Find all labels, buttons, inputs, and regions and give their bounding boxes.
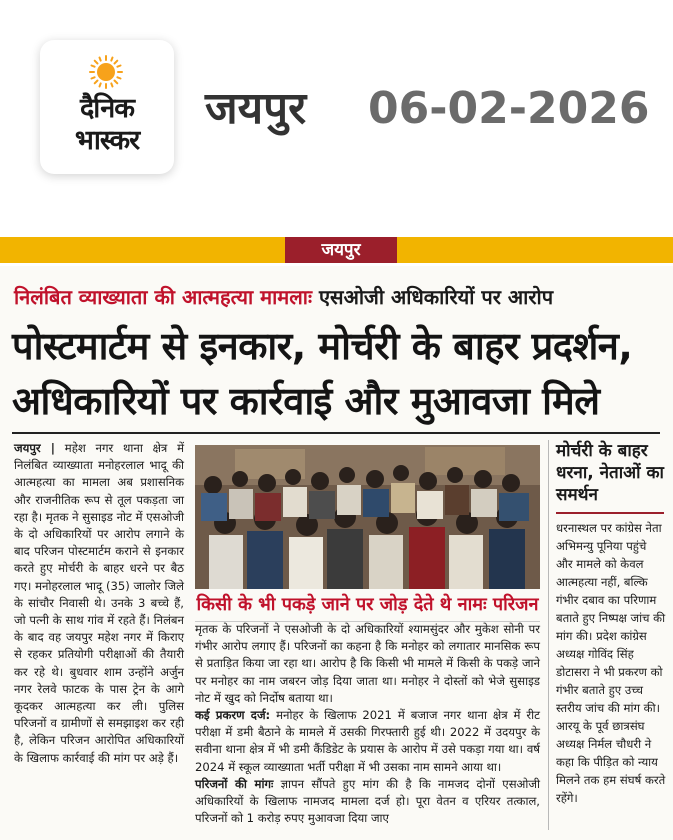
- side-column-text: धरनास्थल पर कांग्रेस नेता अभिमन्यु पूनिया पहुंचे और मामले को केवल आत्महत्या नहीं, बल्कि गंभीर दबाव का परिणाम बताते हुए निष्पक्ष जांच की मांग की। प्रदेश कांग्रेस अध्यक्ष गोविंद सिंह डोटासरा ने भी प्रकरण को गंभीर बताते हुए उच्च स्तरीय जांच की मांग की। आरयू के पूर्व छात्रसंघ अध्यक्ष निर्मल चौधरी ने कहा कि पीड़ित को न्याय मिलने तक हम संघर्ष करते रहेंगे।: [556, 521, 666, 805]
- middle-paragraph-3: ज्ञापन सौंपते हुए मांग की है कि नामजद दोनों एसओजी अधिकारियों के खिलाफ नामजद मामला दर्ज हो। पूरा वेतन व एरियर तत्काल, परिजनों को 1 करोड़ रुपए मुआवजा दिया जाए: [195, 776, 541, 826]
- headline-line-2: अधिकारियों पर कार्रवाई और मुआवजा मिले: [12, 379, 600, 423]
- kicker-red-text: निलंबित व्याख्याता की आत्महत्या मामलाः: [14, 285, 313, 309]
- crowd-illustration: [195, 445, 540, 589]
- middle-column-text: [195, 621, 540, 827]
- edition-city: जयपुर: [205, 83, 307, 134]
- left-column-text: [14, 440, 184, 767]
- side-box-divider: [556, 512, 664, 514]
- edition-date: 06-02-2026: [368, 83, 650, 134]
- dateline: जयपुर |: [14, 441, 56, 455]
- subhead-demands: परिजनों की मांगः: [195, 776, 274, 791]
- left-body: महेश नगर थाना क्षेत्र में निलंबित व्याख्याता मनोहरलाल भादू की आत्महत्या का मामला अब प्रशासनिक और राजनीतिक रूप से तूल पकड़ता जा रहा है। मृतक ने सुसाइड नोट में एसओजी के दो अधिकारियों पर आरोप लगाने के बाद परिजन पोस्टमार्टम कराने से इनकार करते हुए मोर्चरी के बाहर धरने पर बैठ गए। मनोहरलाल भादू (35) जालोर जिले के सांचौर निवासी थे। उनके 3 बच्चे हैं, जो पत्नी के साथ गांव में रहते हैं। निलंबन के बाद वह जयपुर महेश नगर में किराए से रहकर प्रतियोगी परीक्षाओं की तैयारी कर रहे थे। बुधवार शाम उन्होंने अर्जुन नगर रेलवे फाटक के पास ट्रेन के आगे कूदकर आत्महत्या कर ली। पुलिस परिजनों व ग्रामीणों से समझाइश कर रही है, लेकिन परिजन आरोपित अधिकारियों के खिलाफ कार्रवाई की मांग पर अड़े हैं।: [14, 441, 184, 765]
- masthead: [0, 0, 673, 235]
- side-box-title: मोर्चरी के बाहर धरना, नेताओं का समर्थन: [556, 441, 664, 505]
- sun-icon: [88, 54, 124, 90]
- photo-caption: किसी के भी पकड़े जाने पर जोड़ देते थे नामः परिजन: [195, 593, 540, 622]
- subhead-cases: कई प्रकरण दर्ज:: [195, 708, 271, 723]
- section-label: जयपुर: [285, 237, 397, 263]
- headline-divider: [12, 432, 660, 434]
- protest-photo: [195, 445, 540, 589]
- middle-paragraph-1: मृतक के परिजनों ने एसओजी के दो अधिकारियों श्यामसुंदर और मुकेश सोनी पर गंभीर आरोप लगाए हैं। परिजनों का कहना है कि मनोहर को लगातार मानसिक रूप से प्रताड़ित किया जा रहा था। आरोप है कि किसी भी मामले में किसी के पकड़े जाने पर मनोहर का नाम जबरन जोड़ दिया जाता था। मनोहर ने दोस्तों को भेजे सुसाइड नोट में खुद को निर्दोष बताया था।: [195, 622, 540, 705]
- column-divider: [548, 440, 549, 830]
- article-kicker: [14, 283, 553, 311]
- logo-text-dainik: दैनिक: [79, 93, 135, 124]
- headline-line-1: पोस्टमार्टम से इनकार, मोर्चरी के बाहर प्रदर्शन,: [12, 324, 633, 368]
- dainik-bhaskar-logo: [40, 40, 174, 174]
- logo-text-bhaskar: भास्कर: [74, 125, 140, 156]
- kicker-black-text: एसओजी अधिकारियों पर आरोप: [318, 285, 554, 309]
- middle-paragraph-2: मनोहर के खिलाफ 2021 में बजाज नगर थाना क्षेत्र में रीट परीक्षा में डमी बैठाने के मामले में उसकी गिरफ्तारी हुई थी। 2022 में उदयपुर के सवीना थाना क्षेत्र में भी डमी कैंडिडेट के प्रयास के आरोप में उसे पकड़ा गया था। वर्ष 2024 में स्कूल व्याख्याता भर्ती परीक्षा में भी उसका नाम सामने आया था।: [195, 708, 540, 774]
